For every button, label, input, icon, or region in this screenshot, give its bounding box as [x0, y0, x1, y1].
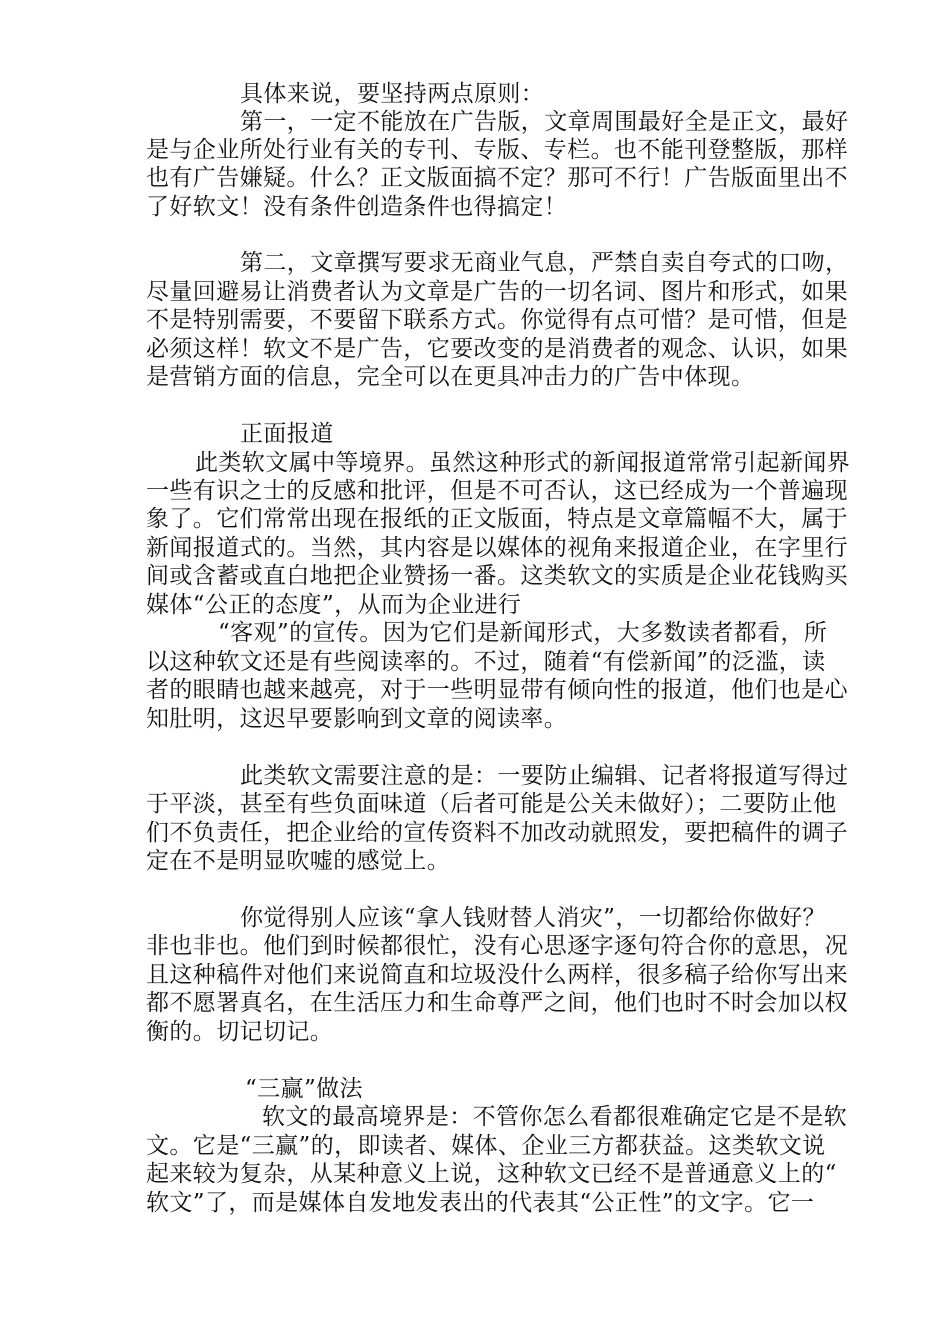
- text-line: 媒体“公正的态度”，从而为企业进行: [146, 592, 522, 618]
- text-line: 也有广告嫌疑。什么？正文版面搞不定？那可不行！广告版面里出不: [146, 165, 848, 191]
- text-line: 文。它是“三赢”的，即读者、媒体、企业三方都获益。这类软文说: [146, 1133, 826, 1159]
- text-line: 软文”了，而是媒体自发地发表出的代表其“公正性”的文字。它一: [146, 1190, 815, 1216]
- text-line: 此类软文需要注意的是：一要防止编辑、记者将报道写得过: [240, 763, 849, 789]
- text-line: 一些有识之士的反感和批评，但是不可否认，这已经成为一个普遍现: [146, 478, 848, 504]
- text-line: 知肚明，这迟早要影响到文章的阅读率。: [146, 706, 568, 732]
- text-line: 都不愿署真名，在生活压力和生命尊严之间，他们也时不时会加以权: [146, 990, 848, 1016]
- text-line: 起来较为复杂，从某种意义上说，这种软文已经不是普通意义上的“: [146, 1161, 837, 1187]
- text-line: 你觉得别人应该“拿人钱财替人消灾”，一切都给你做好？: [240, 905, 826, 931]
- text-line: 第一，一定不能放在广告版，文章周围最好全是正文，最好: [240, 109, 849, 135]
- text-line: 间或含蓄或直白地把企业赞扬一番。这类软文的实质是企业花钱购买: [146, 563, 848, 589]
- text-line: 们不负责任，把企业给的宣传资料不加改动就照发，要把稿件的调子: [146, 820, 848, 846]
- text-line: 此类软文属中等境界。虽然这种形式的新闻报道常常引起新闻界: [195, 450, 851, 476]
- text-line: 具体来说，要坚持两点原则：: [240, 81, 545, 107]
- text-line: 且这种稿件对他们来说简直和垃圾没什么两样，很多稿子给你写出来: [146, 962, 848, 988]
- text-line: 是营销方面的信息，完全可以在更具冲击力的广告中体现。: [146, 364, 755, 390]
- section-heading: 正面报道: [240, 421, 334, 447]
- text-line: 定在不是明显吹嘘的感觉上。: [146, 848, 451, 874]
- text-line: 于平淡，甚至有些负面味道（后者可能是公关未做好）；二要防止他: [146, 791, 837, 817]
- text-line: 了好软文！没有条件创造条件也得搞定！: [146, 194, 568, 220]
- text-line: 不是特别需要，不要留下联系方式。你觉得有点可惜？是可惜，但是: [146, 307, 848, 333]
- text-line: 象了。它们常常出现在报纸的正文版面，特点是文章篇幅不大，属于: [146, 506, 848, 532]
- section-heading: “三赢”做法: [245, 1076, 363, 1102]
- text-line: 尽量回避易让消费者认为文章是广告的一切名词、图片和形式，如果: [146, 279, 848, 305]
- text-line: 非也非也。他们到时候都很忙，没有心思逐字逐句符合你的意思，况: [146, 933, 848, 959]
- text-line: 是与企业所处行业有关的专刊、专版、专栏。也不能刊登整版，那样: [146, 137, 848, 163]
- text-line: “客观”的宣传。因为它们是新闻形式，大多数读者都看，所: [218, 620, 828, 646]
- text-line: 者的眼睛也越来越亮，对于一些明显带有倾向性的报道，他们也是心: [146, 677, 848, 703]
- text-line: 新闻报道式的。当然，其内容是以媒体的视角来报道企业，在字里行: [146, 535, 848, 561]
- text-line: 必须这样！软文不是广告，它要改变的是消费者的观念、认识，如果: [146, 336, 848, 362]
- text-line: 第二，文章撰写要求无商业气息，严禁自卖自夸式的口吻，: [240, 250, 849, 276]
- text-line: 软文的最高境界是：不管你怎么看都很难确定它是不是软: [262, 1104, 847, 1130]
- text-line: 以这种软文还是有些阅读率的。不过，随着“有偿新闻”的泛滥，读: [146, 649, 826, 675]
- text-line: 衡的。切记切记。: [146, 1019, 334, 1045]
